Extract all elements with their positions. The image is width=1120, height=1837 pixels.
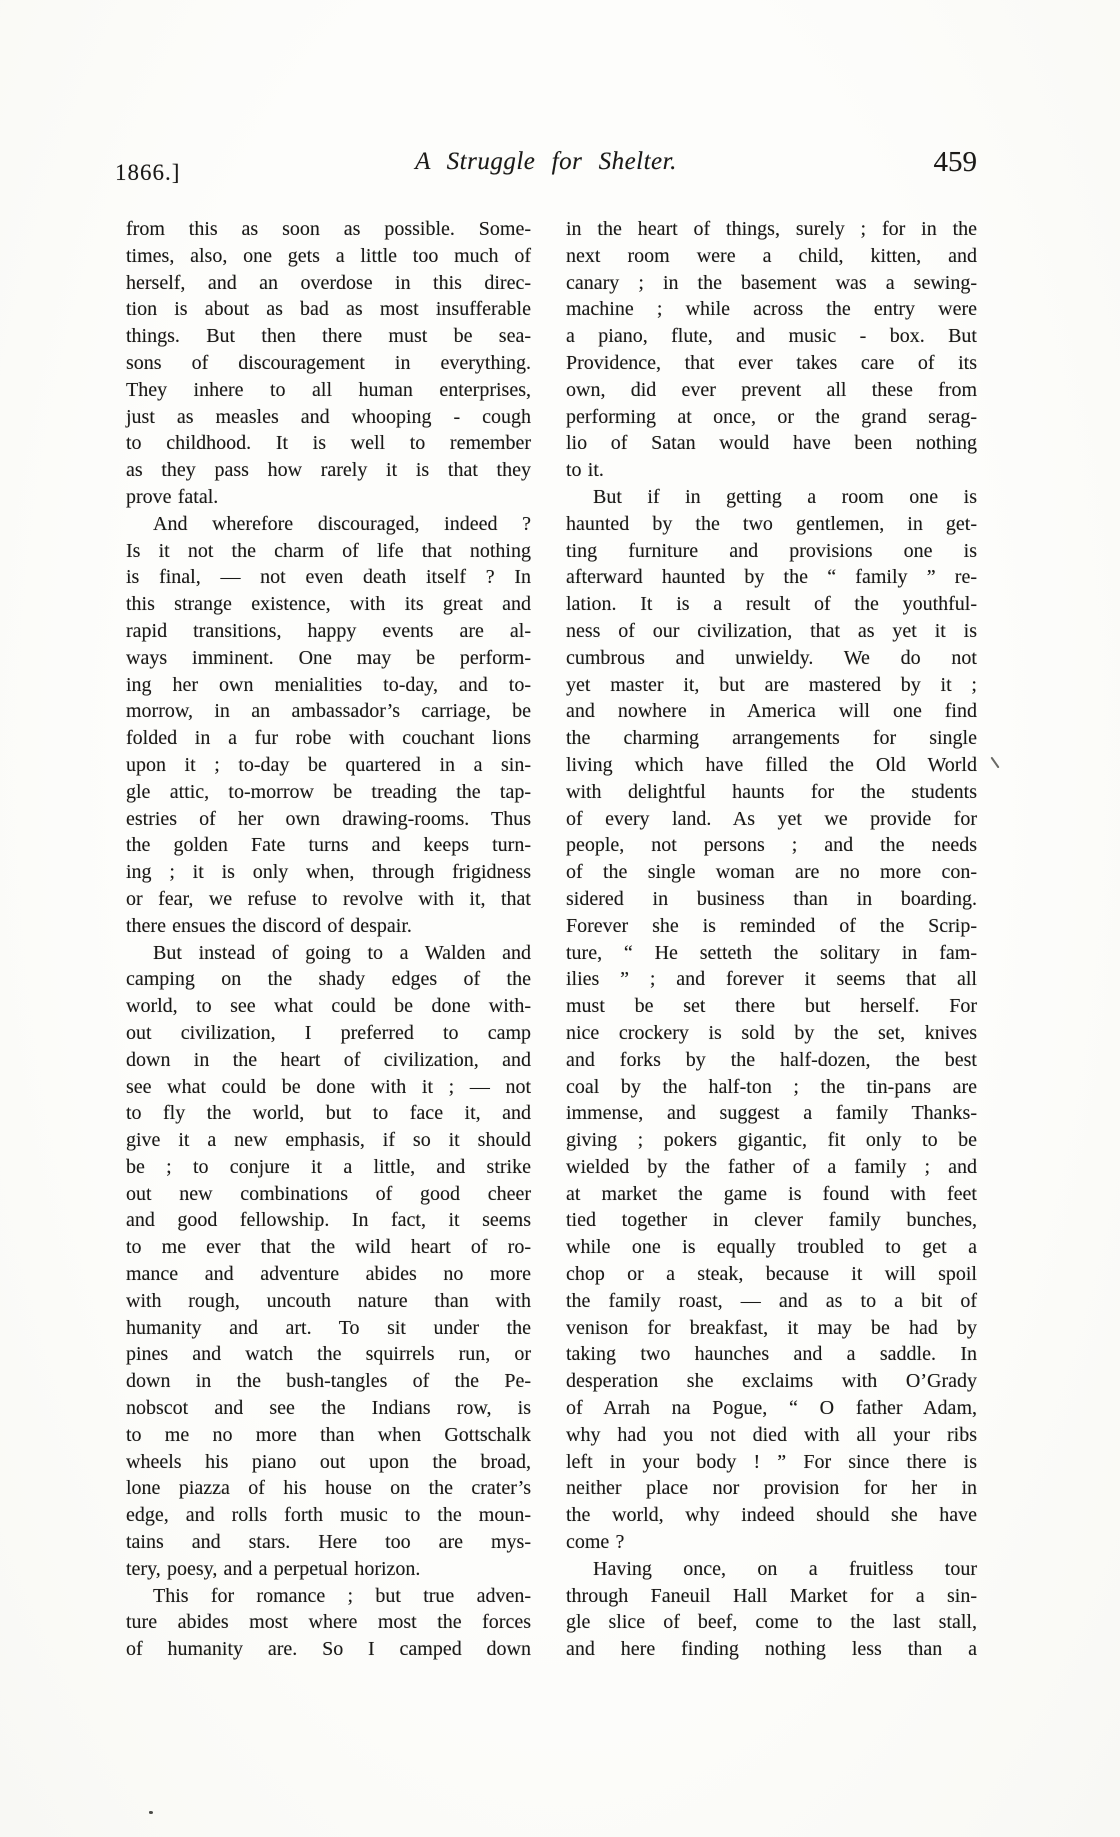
text-line: the family roast, — and as to a bit of	[566, 1289, 977, 1312]
text-line: give it a new emphasis, if so it should	[126, 1129, 531, 1152]
text-line: wheels his piano out upon the broad,	[126, 1450, 531, 1473]
running-head	[115, 146, 977, 190]
text-line: or fear, we refuse to revolve with it, that	[126, 887, 531, 910]
text-line: Is it not the charm of life that nothing	[126, 539, 531, 562]
text-line: They inhere to all human enterprises,	[126, 378, 531, 401]
text-line: performing at once, or the grand serag-	[566, 405, 977, 428]
text-line: Providence, that ever takes care of its	[566, 351, 977, 374]
text-line: prove fatal.	[126, 485, 219, 508]
text-line: taking two haunches and a saddle. In	[566, 1343, 977, 1366]
text-line: ture, “ He setteth the solitary in fam-	[566, 941, 977, 964]
text-line: next room were a child, kitten, and	[566, 244, 977, 267]
page-number: 459	[933, 146, 977, 178]
text-line: But instead of going to a Walden and	[153, 941, 531, 964]
text-line: why had you not died with all your ribs	[566, 1423, 977, 1446]
page-title: A Struggle for Shelter.	[415, 148, 677, 175]
text-line: ing her own menialities to-day, and to-	[126, 673, 531, 696]
text-line: while one is equally troubled to get a	[566, 1236, 977, 1259]
text-line: estries of her own drawing-rooms. Thus	[126, 807, 531, 830]
text-line: venison for breakfast, it may be had by	[566, 1316, 977, 1339]
text-line: and nowhere in America will one find	[566, 700, 977, 723]
text-columns	[126, 216, 977, 1663]
text-line: tion is about as bad as most insufferable	[126, 298, 531, 321]
text-line: and here finding nothing less than a	[566, 1638, 977, 1661]
text-line: living which have filled the Old World	[566, 753, 977, 776]
text-line: ness of our civilization, that as yet it is	[566, 619, 977, 642]
text-line: the world, why indeed should she have	[566, 1504, 977, 1527]
text-line: just as measles and whooping - cough	[126, 405, 531, 428]
text-line: of the single woman are no more con-	[566, 861, 977, 884]
text-line: the charming arrangements for single	[566, 727, 977, 750]
text-line: left in your body ! ” For since there is	[566, 1450, 977, 1473]
text-line: desperation she exclaims with O’Grady	[566, 1370, 977, 1393]
text-line: with delightful haunts for the students	[566, 780, 977, 803]
text-line: This for romance ; but true adven-	[153, 1584, 531, 1607]
text-line: through Faneuil Hall Market for a sin-	[566, 1584, 977, 1607]
right-column	[566, 216, 977, 1663]
text-line: see what could be done with it ; — not	[126, 1075, 531, 1098]
text-line: is final, — not even death itself ? In	[126, 566, 531, 589]
text-line: ways imminent. One may be perform-	[126, 646, 531, 669]
text-line: to me no more than when Gottschalk	[126, 1423, 531, 1446]
scan-artifact-dot	[149, 1811, 153, 1814]
text-line: chop or a steak, because it will spoil	[566, 1263, 977, 1286]
text-line: down in the bush-tangles of the Pe-	[126, 1370, 531, 1393]
text-line: in the heart of things, surely ; for in the	[566, 218, 977, 240]
text-line: humanity and art. To sit under the	[126, 1316, 531, 1339]
text-line: wielded by the father of a family ; and	[566, 1155, 977, 1178]
text-line: gle attic, to-morrow be treading the tap-	[126, 780, 531, 803]
text-line: ture abides most where most the forces	[126, 1611, 531, 1634]
text-line: mance and adventure abides no more	[126, 1263, 531, 1286]
text-line: of every land. As yet we provide for	[566, 807, 977, 830]
text-line: the golden Fate turns and keeps turn-	[126, 834, 531, 857]
text-line: things. But then there must be sea-	[126, 325, 531, 348]
text-line: as they pass how rarely it is that they	[126, 459, 531, 482]
text-line: with rough, uncouth nature than with	[126, 1289, 531, 1312]
text-line: neither place nor provision for her in	[566, 1477, 977, 1500]
text-line: ilies ” ; and forever it seems that all	[566, 968, 977, 991]
text-line: yet master it, but are mastered by it ;	[566, 673, 977, 696]
text-line: a piano, flute, and music - box. But	[566, 325, 977, 348]
text-line: from this as soon as possible. Some-	[126, 218, 531, 240]
text-line: giving ; pokers gigantic, fit only to be	[566, 1129, 977, 1152]
text-line: down in the heart of civilization, and	[126, 1048, 531, 1071]
text-line: must be set there but herself. For	[566, 995, 977, 1018]
text-line: Having once, on a fruitless tour	[593, 1557, 977, 1580]
text-line: out civilization, I preferred to camp	[126, 1021, 531, 1044]
text-line: immense, and suggest a family Thanks-	[566, 1102, 977, 1125]
text-line: tery, poesy, and a perpetual horizon.	[126, 1557, 421, 1580]
text-line: lation. It is a result of the youthful-	[566, 593, 977, 616]
text-line: to fly the world, but to face it, and	[126, 1102, 531, 1125]
text-line: own, did ever prevent all these from	[566, 378, 977, 401]
text-line: times, also, one gets a little too much of	[126, 244, 531, 267]
text-line: sons of discouragement in everything.	[126, 351, 531, 374]
text-line: pines and watch the squirrels run, or	[126, 1343, 531, 1366]
text-line: edge, and rolls forth music to the moun-	[126, 1504, 531, 1527]
text-line: to childhood. It is well to remember	[126, 432, 531, 455]
text-line: there ensues the discord of despair.	[126, 914, 412, 937]
text-line: lone piazza of his house on the crater’s	[126, 1477, 531, 1500]
text-line: afterward haunted by the “ family ” re-	[566, 566, 977, 589]
left-column	[126, 216, 531, 1663]
text-line: And wherefore discouraged, indeed ?	[153, 512, 531, 535]
text-line: ing ; it is only when, through frigidness	[126, 861, 531, 884]
text-line: camping on the shady edges of the	[126, 968, 531, 991]
text-line: come ?	[566, 1531, 625, 1554]
text-line: tains and stars. Here too are mys-	[126, 1531, 531, 1554]
text-line: lio of Satan would have been nothing	[566, 432, 977, 455]
text-line: rapid transitions, happy events are al-	[126, 619, 531, 642]
text-line: Forever she is reminded of the Scrip-	[566, 914, 977, 937]
text-line: of humanity are. So I camped down	[126, 1638, 531, 1661]
scan-artifact-slash	[990, 757, 999, 769]
text-line: this strange existence, with its great and	[126, 593, 531, 616]
text-line: canary ; in the basement was a sewing-	[566, 271, 977, 294]
text-line: of Arrah na Pogue, “ O father Adam,	[566, 1397, 977, 1420]
text-line: out new combinations of good cheer	[126, 1182, 531, 1205]
text-line: nice crockery is sold by the set, knives	[566, 1021, 977, 1044]
text-line: haunted by the two gentlemen, in get-	[566, 512, 977, 535]
text-line: ting furniture and provisions one is	[566, 539, 977, 562]
text-line: to it.	[566, 459, 604, 482]
text-line: folded in a fur robe with couchant lions	[126, 727, 531, 750]
text-line: to me ever that the wild heart of ro-	[126, 1236, 531, 1259]
text-line: world, to see what could be done with-	[126, 995, 531, 1018]
text-line: morrow, in an ambassador’s carriage, be	[126, 700, 531, 723]
text-line: gle slice of beef, come to the last stall,	[566, 1611, 977, 1634]
text-line: herself, and an overdose in this direc-	[126, 271, 531, 294]
text-line: But if in getting a room one is	[593, 485, 977, 508]
issue-date: 1866.]	[115, 160, 181, 185]
text-line: machine ; while across the entry were	[566, 298, 977, 321]
text-line: and forks by the half-dozen, the best	[566, 1048, 977, 1071]
text-line: tied together in clever family bunches,	[566, 1209, 977, 1232]
text-line: at market the game is found with feet	[566, 1182, 977, 1205]
text-line: nobscot and see the Indians row, is	[126, 1397, 531, 1420]
text-line: cumbrous and unwieldy. We do not	[566, 646, 977, 669]
text-line: and good fellowship. In fact, it seems	[126, 1209, 531, 1232]
text-line: upon it ; to-day be quartered in a sin-	[126, 753, 531, 776]
text-line: sidered in business than in boarding.	[566, 887, 977, 910]
text-line: people, not persons ; and the needs	[566, 834, 977, 857]
text-line: coal by the half-ton ; the tin-pans are	[566, 1075, 977, 1098]
text-line: be ; to conjure it a little, and strike	[126, 1155, 531, 1178]
